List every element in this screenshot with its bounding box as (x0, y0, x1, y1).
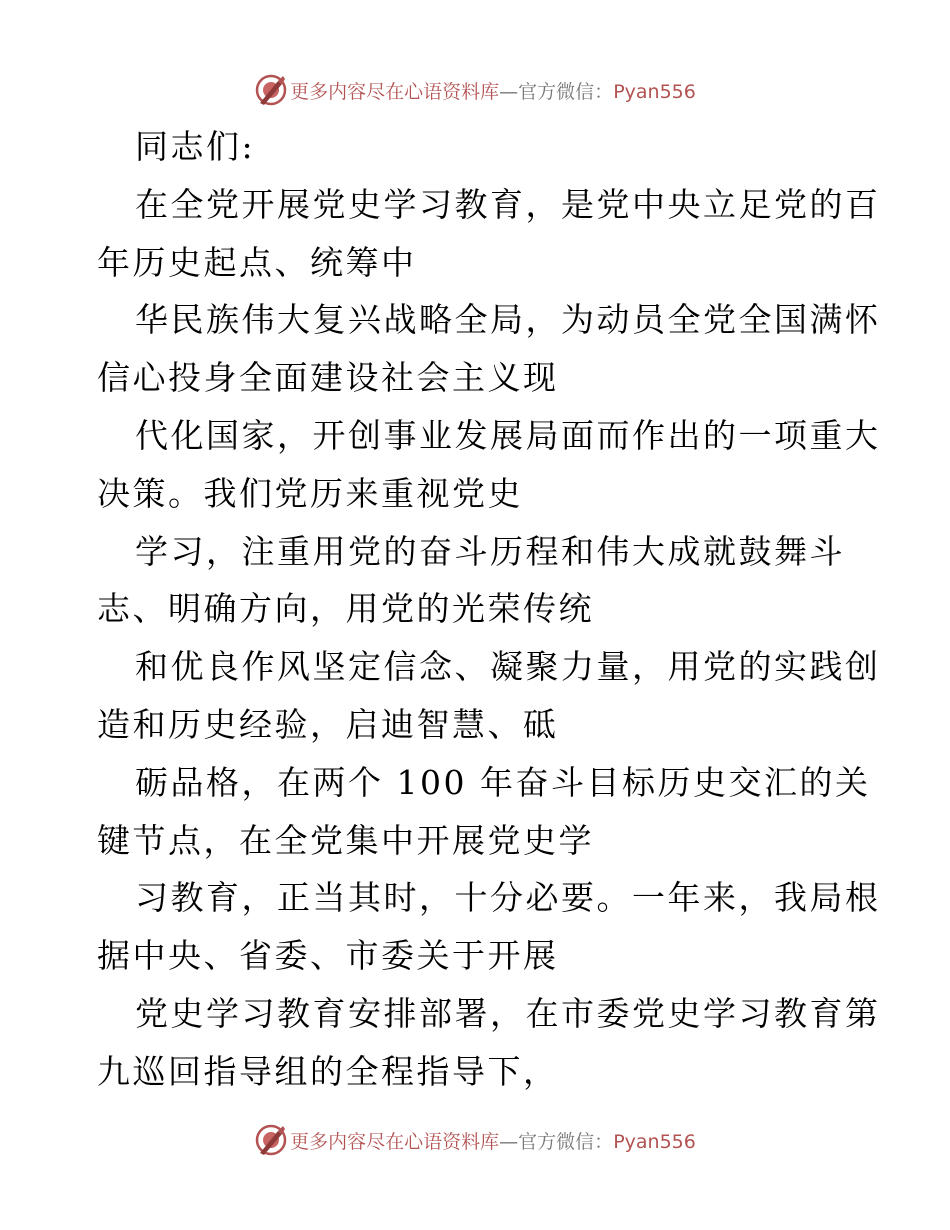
footer-banner-text: 更多内容尽在心语资料库—官方微信：Pyan556 (290, 1130, 696, 1153)
text-line: 代化国家，开创事业发展局面而作出的一项重大 (135, 415, 881, 455)
text-line: 键节点，在全党集中开展党史学 (97, 820, 594, 860)
document-body (97, 118, 881, 1101)
text-line: 习教育，正当其时，十分必要。一年来，我局根 (135, 878, 881, 918)
text-line: 年历史起点、统筹中 (97, 242, 417, 282)
pen-logo-icon (254, 1123, 288, 1157)
footer-banner (0, 1120, 950, 1160)
text-line: 在全党开展党史学习教育，是党中央立足党的百 (135, 184, 881, 224)
header-banner-text: 更多内容尽在心语资料库—官方微信：Pyan556 (290, 80, 696, 103)
pen-logo-icon (254, 73, 288, 107)
text-line: 信心投身全面建设社会主义现 (97, 358, 559, 398)
text-line: 学习，注重用党的奋斗历程和伟大成就鼓舞斗 (135, 531, 845, 571)
text-line: 砺品格，在两个 100 年奋斗目标历史交汇的关 (135, 762, 871, 802)
text-line: 志、明确方向，用党的光荣传统 (97, 589, 594, 629)
header-banner (0, 70, 950, 110)
text-line: 九巡回指导组的全程指导下， (97, 1051, 559, 1091)
text-line: 据中央、省委、市委关于开展 (97, 936, 559, 976)
text-line: 华民族伟大复兴战略全局，为动员全党全国满怀 (135, 300, 881, 340)
text-line: 造和历史经验，启迪智慧、砥 (97, 704, 559, 744)
text-line: 党史学习教育安排部署，在市委党史学习教育第 (135, 993, 881, 1033)
text-line: 决策。我们党历来重视党史 (97, 473, 523, 513)
text-line: 同志们: (135, 127, 256, 166)
text-line: 和优良作风坚定信念、凝聚力量，用党的实践创 (135, 647, 881, 687)
